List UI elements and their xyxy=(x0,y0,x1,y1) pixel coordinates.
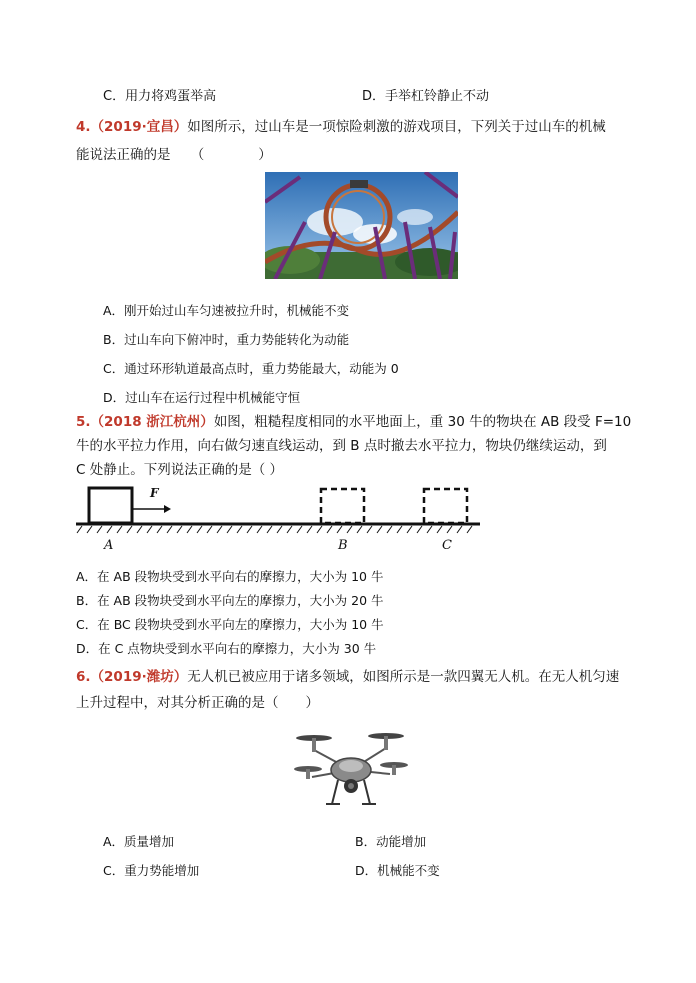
force-arrowhead xyxy=(164,505,171,513)
label-c: C xyxy=(442,538,452,553)
source-tag: （2019·宜昌） xyxy=(90,119,188,135)
question-number: 6. xyxy=(76,669,91,685)
option-d-prev: D．手举杠铃静止不动 xyxy=(362,89,490,104)
q6-option-d: D．机械能不变 xyxy=(355,863,440,878)
drone-image xyxy=(294,722,408,812)
question-text-line2: 牛的水平拉力作用，向右做匀速直线运动，到 B 点时撤去水平拉力，物块仍继续运动，到 xyxy=(76,438,607,454)
source-tag: （2019·潍坊） xyxy=(90,669,188,685)
q5-option-d: D．在 C 点物块受到水平向右的摩擦力，大小为 30 牛 xyxy=(76,641,377,656)
question-6 xyxy=(76,666,636,714)
q4-option-a: A．刚开始过山车匀速被拉升时，机械能不变 xyxy=(103,303,350,318)
q4-option-c: C．通过环形轨道最高点时，重力势能最大，动能为 0 xyxy=(103,361,399,376)
label-b: B xyxy=(338,538,348,553)
label-f: F xyxy=(150,486,159,500)
q4-option-b: B．过山车向下俯冲时，重力势能转化为动能 xyxy=(103,332,350,347)
q4-option-d: D．过山车在运行过程中机械能守恒 xyxy=(103,390,301,405)
question-text: 无人机已被应用于诸多领域，如图所示是一款四翼无人机。在无人机匀速 xyxy=(187,669,620,685)
question-4 xyxy=(76,116,636,166)
q5-option-b: B．在 AB 段物块受到水平向左的摩擦力，大小为 20 牛 xyxy=(76,593,384,608)
label-a: A xyxy=(104,538,114,553)
q5-option-a: A．在 AB 段物块受到水平向右的摩擦力，大小为 10 牛 xyxy=(76,569,384,584)
block-dashed-c xyxy=(424,489,467,523)
question-text-line2: 上升过程中，对其分析正确的是（ ） xyxy=(76,695,319,711)
block-motion-figure xyxy=(76,484,486,560)
q6-option-b: B．动能增加 xyxy=(355,834,427,849)
question-number: 4. xyxy=(76,119,91,135)
question-text: 如图所示，过山车是一项惊险刺激的游戏项目，下列关于过山车的机械 xyxy=(187,119,606,135)
q6-option-a: A．质量增加 xyxy=(103,834,175,849)
q6-option-c: C．重力势能增加 xyxy=(103,863,200,878)
block-dashed-b xyxy=(321,489,364,523)
source-tag: （2018 浙江杭州） xyxy=(90,414,214,430)
question-text-line3: C 处静止。下列说法正确的是（ ） xyxy=(76,462,284,478)
question-5 xyxy=(76,411,636,481)
question-text-line2: 能说法正确的是 （ ） xyxy=(76,147,272,163)
roller-coaster-image xyxy=(265,172,458,279)
q5-option-c: C．在 BC 段物块受到水平向左的摩擦力，大小为 10 牛 xyxy=(76,617,384,632)
block-solid xyxy=(89,488,132,523)
question-number: 5. xyxy=(76,414,91,430)
question-text: 如图，粗糙程度相同的水平地面上，重 30 牛的物块在 AB 段受 F=10 xyxy=(213,414,632,430)
option-c-prev: C．用力将鸡蛋举高 xyxy=(103,89,217,104)
